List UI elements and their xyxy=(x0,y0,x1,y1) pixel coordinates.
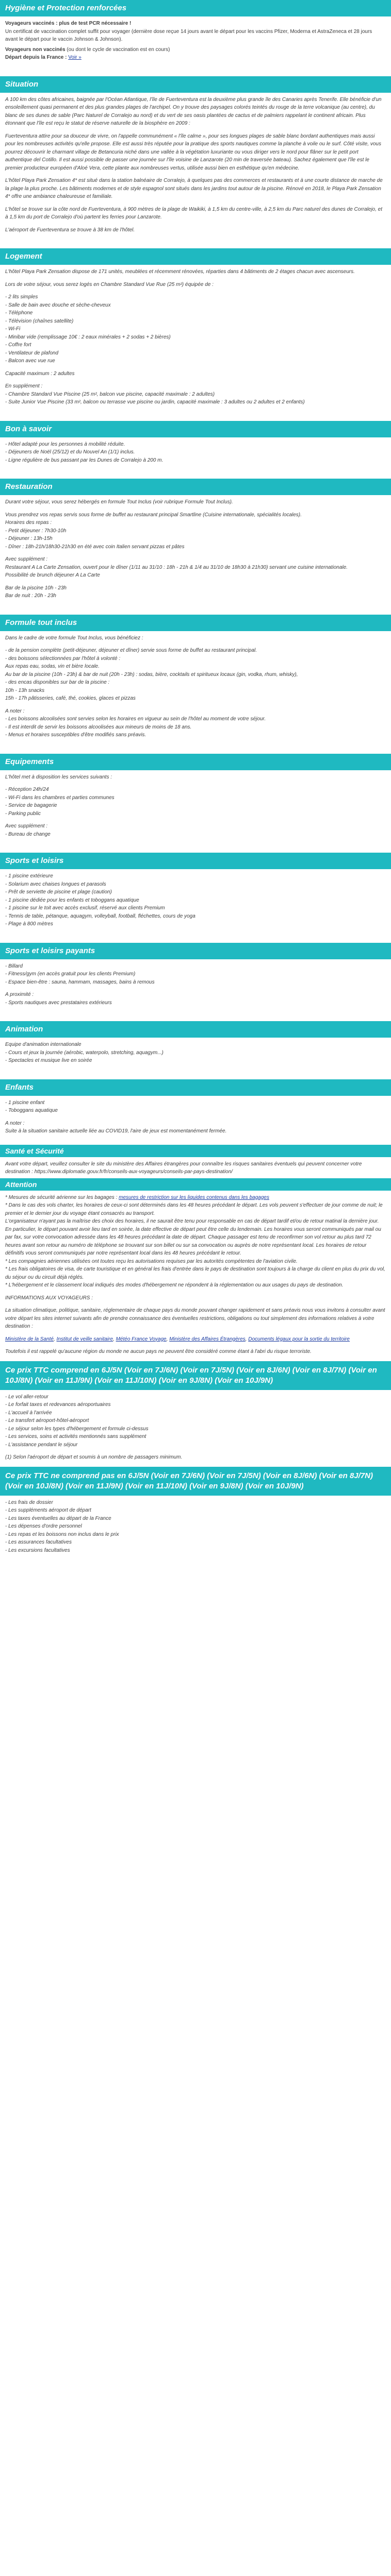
list-item: - Espace bien-être : sauna, hammam, massages, bains à remous xyxy=(5,979,155,985)
list-item: - Les services, soins et activités mentionnés sans supplément xyxy=(5,1434,146,1439)
list-item: - Salle de bain avec douche et sèche-cheveux xyxy=(5,302,111,308)
link-documents-legaux[interactable]: Documents légaux pour la sortie du territoire xyxy=(248,1336,350,1342)
animation-section xyxy=(0,1021,391,1065)
list-item: - Solarium avec chaises longues et parasols xyxy=(5,881,106,887)
list-item: - Les suppléments aéroport de départ xyxy=(5,1507,91,1513)
list-item: - Cours et jeux la journée (aérobic, waterpolo, stretching, aquagym...) xyxy=(5,1049,164,1056)
list-item: - Wi-Fi xyxy=(5,326,21,332)
attention-title: Attention xyxy=(0,1178,391,1191)
list-item: - Déjeuner : 13h-15h xyxy=(5,536,53,541)
list-item: - 2 lits simples xyxy=(5,294,38,300)
list-item: 15h - 17h pâtisseries, café, thé, cookies, glaces et pizzas xyxy=(5,696,136,701)
sante-text: Avant votre départ, veuillez consulter le site du ministère des Affaires étrangères pour connaître les risques sanitaires éventuels qui peuvent concerner votre destination : https://www.diplomatie.gouv.fr/fr/conseils-aux-voyageurs/conseils-par-pays-destination/ xyxy=(5,1161,362,1175)
formule-title: Formule tout inclus xyxy=(0,615,391,631)
list-item: - Tennis de table, pétanque, aquagym, volleyball, football, fléchettes, cours de yoga xyxy=(5,913,196,919)
list-item: - Les boissons alcoolisées sont servies selon les horaires en vigueur au sein de l'hôtel au moment de votre séjour. xyxy=(5,716,266,722)
list-item: - des boissons sélectionnées par l'hôtel à volonté : xyxy=(5,655,121,662)
link-affaires-etrangeres[interactable]: Ministère des Affaires Étrangères xyxy=(169,1336,246,1342)
restauration-section xyxy=(0,479,391,600)
list-item: - Parking public xyxy=(5,810,41,817)
list-item: - Bureau de change xyxy=(5,831,51,837)
list-item: Au bar de la piscine (10h - 23h) & bar de nuit (20h - 23h) : sodas, bière, cocktails et spiritueux locaux (gin, vodka, rhum, whisky), xyxy=(5,671,298,677)
list-item: - 1 piscine dédiée pour les enfants et toboggans aquatique xyxy=(5,897,139,903)
list-item: - Réception 24h/24 xyxy=(5,787,49,792)
sports-payants-title: Sports et loisirs payants xyxy=(0,943,391,959)
list-item: - Le séjour selon les types d'hébergement et formule ci-dessus xyxy=(5,1426,149,1432)
sports-loisirs-section xyxy=(0,853,391,928)
enfants-title: Enfants xyxy=(0,1079,391,1096)
formule-lead: Dans le cadre de votre formule Tout Inclus, vous bénéficiez : xyxy=(5,635,143,641)
list-item: - Chambre Standard Vue Piscine (25 m², balcon vue piscine, capacité maximale : 2 adultes) xyxy=(5,391,215,397)
list-item: - Dîner : 18h-21h/18h30-21h30 en été avec coin Italien servant pizzas et pâtes xyxy=(5,544,185,550)
list-item: - Les taxes éventuelles au départ de la France xyxy=(5,1515,111,1521)
attention-links: Ministère de la Santé, Institut de veille sanitaire, Météo France Voyage, Ministère des Affaires Étrangères, Documents légaux pour la sortie du territoire xyxy=(5,1336,350,1342)
list-item: - Suite Junior Vue Piscine (33 m², balcon ou terrasse vue piscine ou jardin, capacité maximale : 3 adultes ou 2 adultes et 2 enfants) xyxy=(5,399,305,405)
animation-intro: Equipe d'animation internationale xyxy=(5,1042,82,1047)
list-item: * Dans le cas des vols charter, les horaires de ceux-ci sont déterminés dans les 48 heures précédant le départ. Les vols peuvent s'effectuer de jour comme de nuit; le premier et le dernier jour du voyage étant consacrés au transport. xyxy=(5,1202,383,1216)
hygiene-vaccinated-heading: Voyageurs vaccinés : plus de test PCR nécessaire ! xyxy=(5,21,132,26)
list-item: - Minibar vide (remplissage 10€ : 2 eaux minérales + 2 sodas + 2 bières) xyxy=(5,334,171,340)
prix-comprend-note: (1) Selon l'aéroport de départ et soumis à un nombre de passagers minimum. xyxy=(5,1454,183,1460)
list-item: - Service de bagagerie xyxy=(5,803,57,808)
list-item: - Il est interdit de servir les boissons alcoolisées aux mineurs de moins de 18 ans. xyxy=(5,724,192,730)
prix-ne-comprend-section xyxy=(0,1467,391,1555)
list-item: * Les compagnies aériennes utilisées ont toutes reçu les autorisations requises par les autorités compétentes de l'aviation civile. xyxy=(5,1258,298,1264)
logement-capacity: Capacité maximum : 2 adultes xyxy=(5,370,75,377)
list-item: - Prêt de serviette de piscine et plage (caution) xyxy=(5,889,112,895)
list-item: 10h - 13h snacks xyxy=(5,687,45,693)
list-item: - L'accueil à l'arrivée xyxy=(5,1410,52,1416)
enfants-note-lead: A noter : xyxy=(5,1120,25,1126)
situation-paragraph: Fuerteventura attire pour sa douceur de vivre, on l'appelle communément « l'île calme », pour ses longues plages de sable blanc bordant authentiques mais aussi pour les nombreuses activités qu'elle propose. Elle est aussi très réputée pour la pratique des sports nautiques comme la planche à voile ou le surf. Côté visite, vous pourrez découvrir le charmant village de Betancuria niché dans une vallée à la végétation luxuriante ou vous diriger vers le nord pour flâner sur le petit port authentique del Cotillo. Il est aussi possible de passer une journée sur l'île voisine de Lanzarote (20 min de traversée bateau). Sachez également que l'île est le premier producteur européen d'Aloé Vera, cette plante aux nombreuses vertus, utilisée aussi bien en esthétique qu'en médecine. xyxy=(5,133,381,171)
attention-info-text: La situation climatique, politique, sanitaire, réglementaire de chaque pays du monde pouvant changer rapidement et sans préavis nous vous invitons à consulter avant votre départ les sites internet suivants afin de prendre connaissance des éventuelles restrictions, obligations ou tout simplement des informations relatives à votre destination : xyxy=(5,1308,385,1329)
logement-suppl-list xyxy=(5,382,386,406)
attention-final: Toutefois il est rappelé qu'aucune région du monde ne aucun pays ne peuvent être considéré comme étant à l'abri du risque terroriste. xyxy=(5,1349,312,1354)
hygiene-section xyxy=(0,0,391,62)
list-item: - Hôtel adapté pour les personnes à mobilité réduite. xyxy=(5,441,125,447)
hygiene-unvaccinated-heading: Voyageurs non vaccinés xyxy=(5,46,66,53)
animation-title: Animation xyxy=(0,1021,391,1038)
list-item: - Spectacles et musique live en soirée xyxy=(5,1058,92,1063)
logement-suppl-lead: En supplément : xyxy=(5,383,43,389)
list-item: - Le forfait taxes et redevances aéroportuaires xyxy=(5,1402,111,1408)
list-item: - Ventilateur de plafond xyxy=(5,350,59,356)
logement-section xyxy=(0,248,391,406)
list-item: - Toboggans aquatique xyxy=(5,1108,58,1113)
enfants-section xyxy=(0,1079,391,1136)
list-item: Bar de la piscine 10h - 23h xyxy=(5,585,67,591)
list-item: - Wi-Fi dans les chambres et parties communes xyxy=(5,794,115,801)
logement-intro: L'hôtel Playa Park Zensation dispose de 171 unités, meublées et récemment rénovées, réparties dans 4 bâtiments de 2 étages chacun avec ascenseurs. xyxy=(5,269,355,275)
logement-title: Logement xyxy=(0,248,391,265)
link-veille-sanitaire[interactable]: Institut de veille sanitaire xyxy=(56,1336,113,1342)
list-item: - Menus et horaires susceptibles d'être modifiés sans préavis. xyxy=(5,732,146,738)
hygiene-departure-link[interactable]: Voir » xyxy=(68,55,82,60)
sante-title: Santé et Sécurité xyxy=(0,1145,391,1157)
equipements-lead: L'hôtel met à disposition les services suivants : xyxy=(5,774,112,780)
sante-section xyxy=(0,1145,391,1176)
list-item: - Téléphone xyxy=(5,310,33,316)
logement-list xyxy=(5,293,386,365)
list-item: - Les repas et les boissons non inclus dans le prix xyxy=(5,1531,119,1537)
list-item: - Déjeuners de Noël (25/12) et du Nouvel An (1/1) inclus. xyxy=(5,449,135,455)
list-item: - Le vol aller-retour xyxy=(5,1394,48,1400)
list-item: * Les frais obligatoires de visa, de carte touristique et en général les frais d'entrée dans le pays de destination sont toujours à la charge du client en plus du prix du vol, du séjour ou du circuit déjà réglés. xyxy=(5,1266,385,1280)
restauration-suppl-text: Restaurant A La Carte Zensation, ouvert pour le dîner (1/11 au 31/10 : 18h - 21h & 1/4 au 31/10 de 18h30 à 21h30) servant une cuisine internationale. xyxy=(5,564,348,570)
list-item: - Coffre fort xyxy=(5,342,31,348)
list-item: - Billard xyxy=(5,963,23,969)
restauration-intro: Durant votre séjour, vous serez hébergés en formule Tout Inclus (voir rubrique Formule Tout Inclus). xyxy=(5,499,233,505)
prix-comprend-title[interactable]: Ce prix TTC comprend en 6J/5N (Voir en 7J/6N) (Voir en 7J/5N) (Voir en 8J/6N) (Voir en 8J/7N) (Voir en 10J/8N) (Voir en 11J/9N) (Voir en 11J/10N) (Voir en 9J/8N) (Voir en 10J/9N) xyxy=(0,1361,391,1390)
security-liquids-link[interactable]: mesures de restriction sur les liquides contenus dans les bagages xyxy=(119,1194,269,1200)
list-item: - Petit déjeuner : 7h30-10h xyxy=(5,528,67,534)
equipements-suppl-lead: Avec supplément : xyxy=(5,823,48,829)
list-item: - Les dépenses d'ordre personnel xyxy=(5,1523,82,1529)
restauration-buffet: Vous prendrez vos repas servis sous forme de buffet au restaurant principal Smartline (Cuisine internationale, spécialités locales). xyxy=(5,512,302,518)
restauration-horaires-lead: Horaires des repas : xyxy=(5,520,52,526)
list-item: - Le transfert aéroport-hôtel-aéroport xyxy=(5,1418,89,1423)
bon-savoir-title: Bon à savoir xyxy=(0,421,391,437)
situation-section xyxy=(0,76,391,234)
situation-paragraph: L'hôtel Playa Park Zensation 4* est situé dans la station balnéaire de Corralejo, à quelques pas des commerces et restaurants et à une courte distance de marche de la plage la plus proche. Les bâtiments modernes et de style espagnol sont situés dans les jardins tout autour de la piscine. Rénové en 2018, le Playa Park Zensation 4* offre une ambiance chaleureuse et familiale. xyxy=(5,178,383,199)
list-item: - 1 piscine extérieure xyxy=(5,873,53,879)
attention-section xyxy=(0,1178,391,1356)
list-item: - Ligne régulière de bus passant par les Dunes de Corralejo à 200 m. xyxy=(5,457,164,463)
list-item: Aux repas eau, sodas, vin et bière locale. xyxy=(5,664,100,669)
sports-payants-section xyxy=(0,943,391,1007)
link-meteo-france[interactable]: Météo France Voyage xyxy=(116,1336,167,1342)
list-item: - Télévision (chaînes satellite) xyxy=(5,318,74,324)
list-item: - 1 piscine sur le toit avec accès exclusif, réservé aux clients Premium xyxy=(5,905,165,911)
hygiene-vaccinated-text: Un certificat de vaccination complet suffit pour voyager (dernière dose reçue 14 jours avant le départ pour les vaccins Pfizer, Moderna et AstraZeneca et 28 jours avant le départ pour le vaccin Johnson & Johnson). xyxy=(5,28,372,42)
attention-info-lead: INFORMATIONS AUX VOYAGEURS : xyxy=(5,1295,93,1301)
list-item: - 1 piscine enfant xyxy=(5,1099,45,1106)
list-item: * Mesures de sécurité aérienne sur les bagages : xyxy=(5,1194,119,1200)
formule-note-lead: A noter : xyxy=(5,708,25,714)
hygiene-unvaccinated-text: (ou dont le cycle de vaccination est en cours) xyxy=(65,46,170,53)
list-item: - Les assurances facultatives xyxy=(5,1539,72,1545)
list-item: - Fitness/gym (en accès gratuit pour les clients Premium) xyxy=(5,971,136,977)
equipements-title: Equipements xyxy=(0,754,391,770)
list-item: - Les excursions facultatives xyxy=(5,1547,70,1553)
list-item: - L'assistance pendant le séjour xyxy=(5,1442,78,1448)
link-ministere-sante[interactable]: Ministère de la Santé xyxy=(5,1336,54,1342)
hygiene-title: Hygiène et Protection renforcées xyxy=(0,0,391,16)
situation-paragraph: L'hôtel se trouve sur la côte nord de Fuerteventura, à 900 mètres de la plage de Waikiki, à 1,5 km du centre-ville, à 2,5 km du Parc naturel des dunes de Corralejo, et à 1,5 km du port de Corralejo d'où partent les ferries pour Lanzarote. xyxy=(5,206,383,220)
situation-paragraph: L'aéroport de Fuerteventura se trouve à 38 km de l'hôtel. xyxy=(5,227,135,233)
list-item: - des encas disponibles sur bar de la piscine : xyxy=(5,680,110,685)
list-item: - Les frais de dossier xyxy=(5,1499,53,1505)
enfants-note-text: Suite à la situation sanitaire actuelle liée au COVID19, l'aire de jeux est momentanément fermée. xyxy=(5,1128,227,1134)
restauration-title: Restauration xyxy=(0,479,391,495)
list-item: L'organisateur n'ayant pas la maîtrise des choix des horaires, il ne saurait être tenu pour responsable en cas de départ tardif et/ou de retour matinal la dernière jour. En particulier, le départ pouvant avoir lieu tard en soirée, la date effective de départ peut être celle du lendemain. Les horaires vous seront communiqués par mail ou par fax, sur votre convocation adressée dans les 48 heures précédant la date de départ. Chaque passager est tenu de reconfirmer son vol retour au plus tard 72 heures avant son retour au numéro de téléphone se trouvant sur son billet ou sur sa convocation ou auprès de notre représentant local. Les horaires de retour définitifs vous seront communiqués par notre représentant local dans les 48 heures précédant le retour. xyxy=(5,1218,381,1256)
list-item: * L'hébergement et le classement local indiqués des modes d'hébergement ne répondent à la réglementation ou aux usages du pays de destination. xyxy=(5,1282,344,1288)
formule-section xyxy=(0,615,391,739)
list-item: - Sports nautiques avec prestataires extérieurs xyxy=(5,999,112,1006)
logement-lead: Lors de votre séjour, vous serez logés en Chambre Standard Vue Rue (25 m²) équipée de : xyxy=(5,281,214,287)
sports-loisirs-title: Sports et loisirs xyxy=(0,853,391,869)
hygiene-departure-label: Départ depuis la France : xyxy=(5,55,69,60)
list-item: - de la pension complète (petit-déjeuner, déjeuner et dîner) servie sous forme de buffet au restaurant principal. xyxy=(5,648,257,653)
list-item: - Plage à 800 mètres xyxy=(5,921,53,927)
restauration-suppl-note: Possibilité de brunch déjeuner A La Carte xyxy=(5,572,100,578)
restauration-suppl-lead: Avec supplément : xyxy=(5,556,48,562)
list-item: Bar de nuit : 20h - 23h xyxy=(5,593,56,599)
sports-payants-proximite-lead: A proximité : xyxy=(5,992,34,997)
situation-title: Situation xyxy=(0,76,391,93)
list-item: - Balcon avec vue rue xyxy=(5,358,55,364)
prix-ne-comprend-title[interactable]: Ce prix TTC ne comprend pas en 6J/5N (Voir en 7J/6N) (Voir en 7J/5N) (Voir en 8J/6N) (Voir en 8J/7N) (Voir en 10J/8N) (Voir en 11J/9N) (Voir en 11J/10N) (Voir en 9J/8N) (Voir en 10J/9N) xyxy=(0,1467,391,1496)
equipements-section xyxy=(0,754,391,839)
situation-paragraph: A 100 km des côtes africaines, baignée par l'Océan Atlantique, l'île de Fuerteventura est la deuxième plus grande île des Canaries après Tenerife. Elle bénéficie d'un ensoleillement quasi permanent et des plus grandes plages de l'archipel. On y trouve des paysages colorés teintés du rouge de la terre volcanique (au centre), du blanc de ses dunes de sable (Parc Naturel de Corralejo au nord) et du vert de ses oasis plantées de cactus et de palmiers rappelant le continent africain. Plus étonnant que l'île est reçu le statut de réserve naturelle de la biosphère en 2009 : xyxy=(5,96,382,126)
bon-savoir-section xyxy=(0,421,391,465)
prix-comprend-section xyxy=(0,1361,391,1462)
